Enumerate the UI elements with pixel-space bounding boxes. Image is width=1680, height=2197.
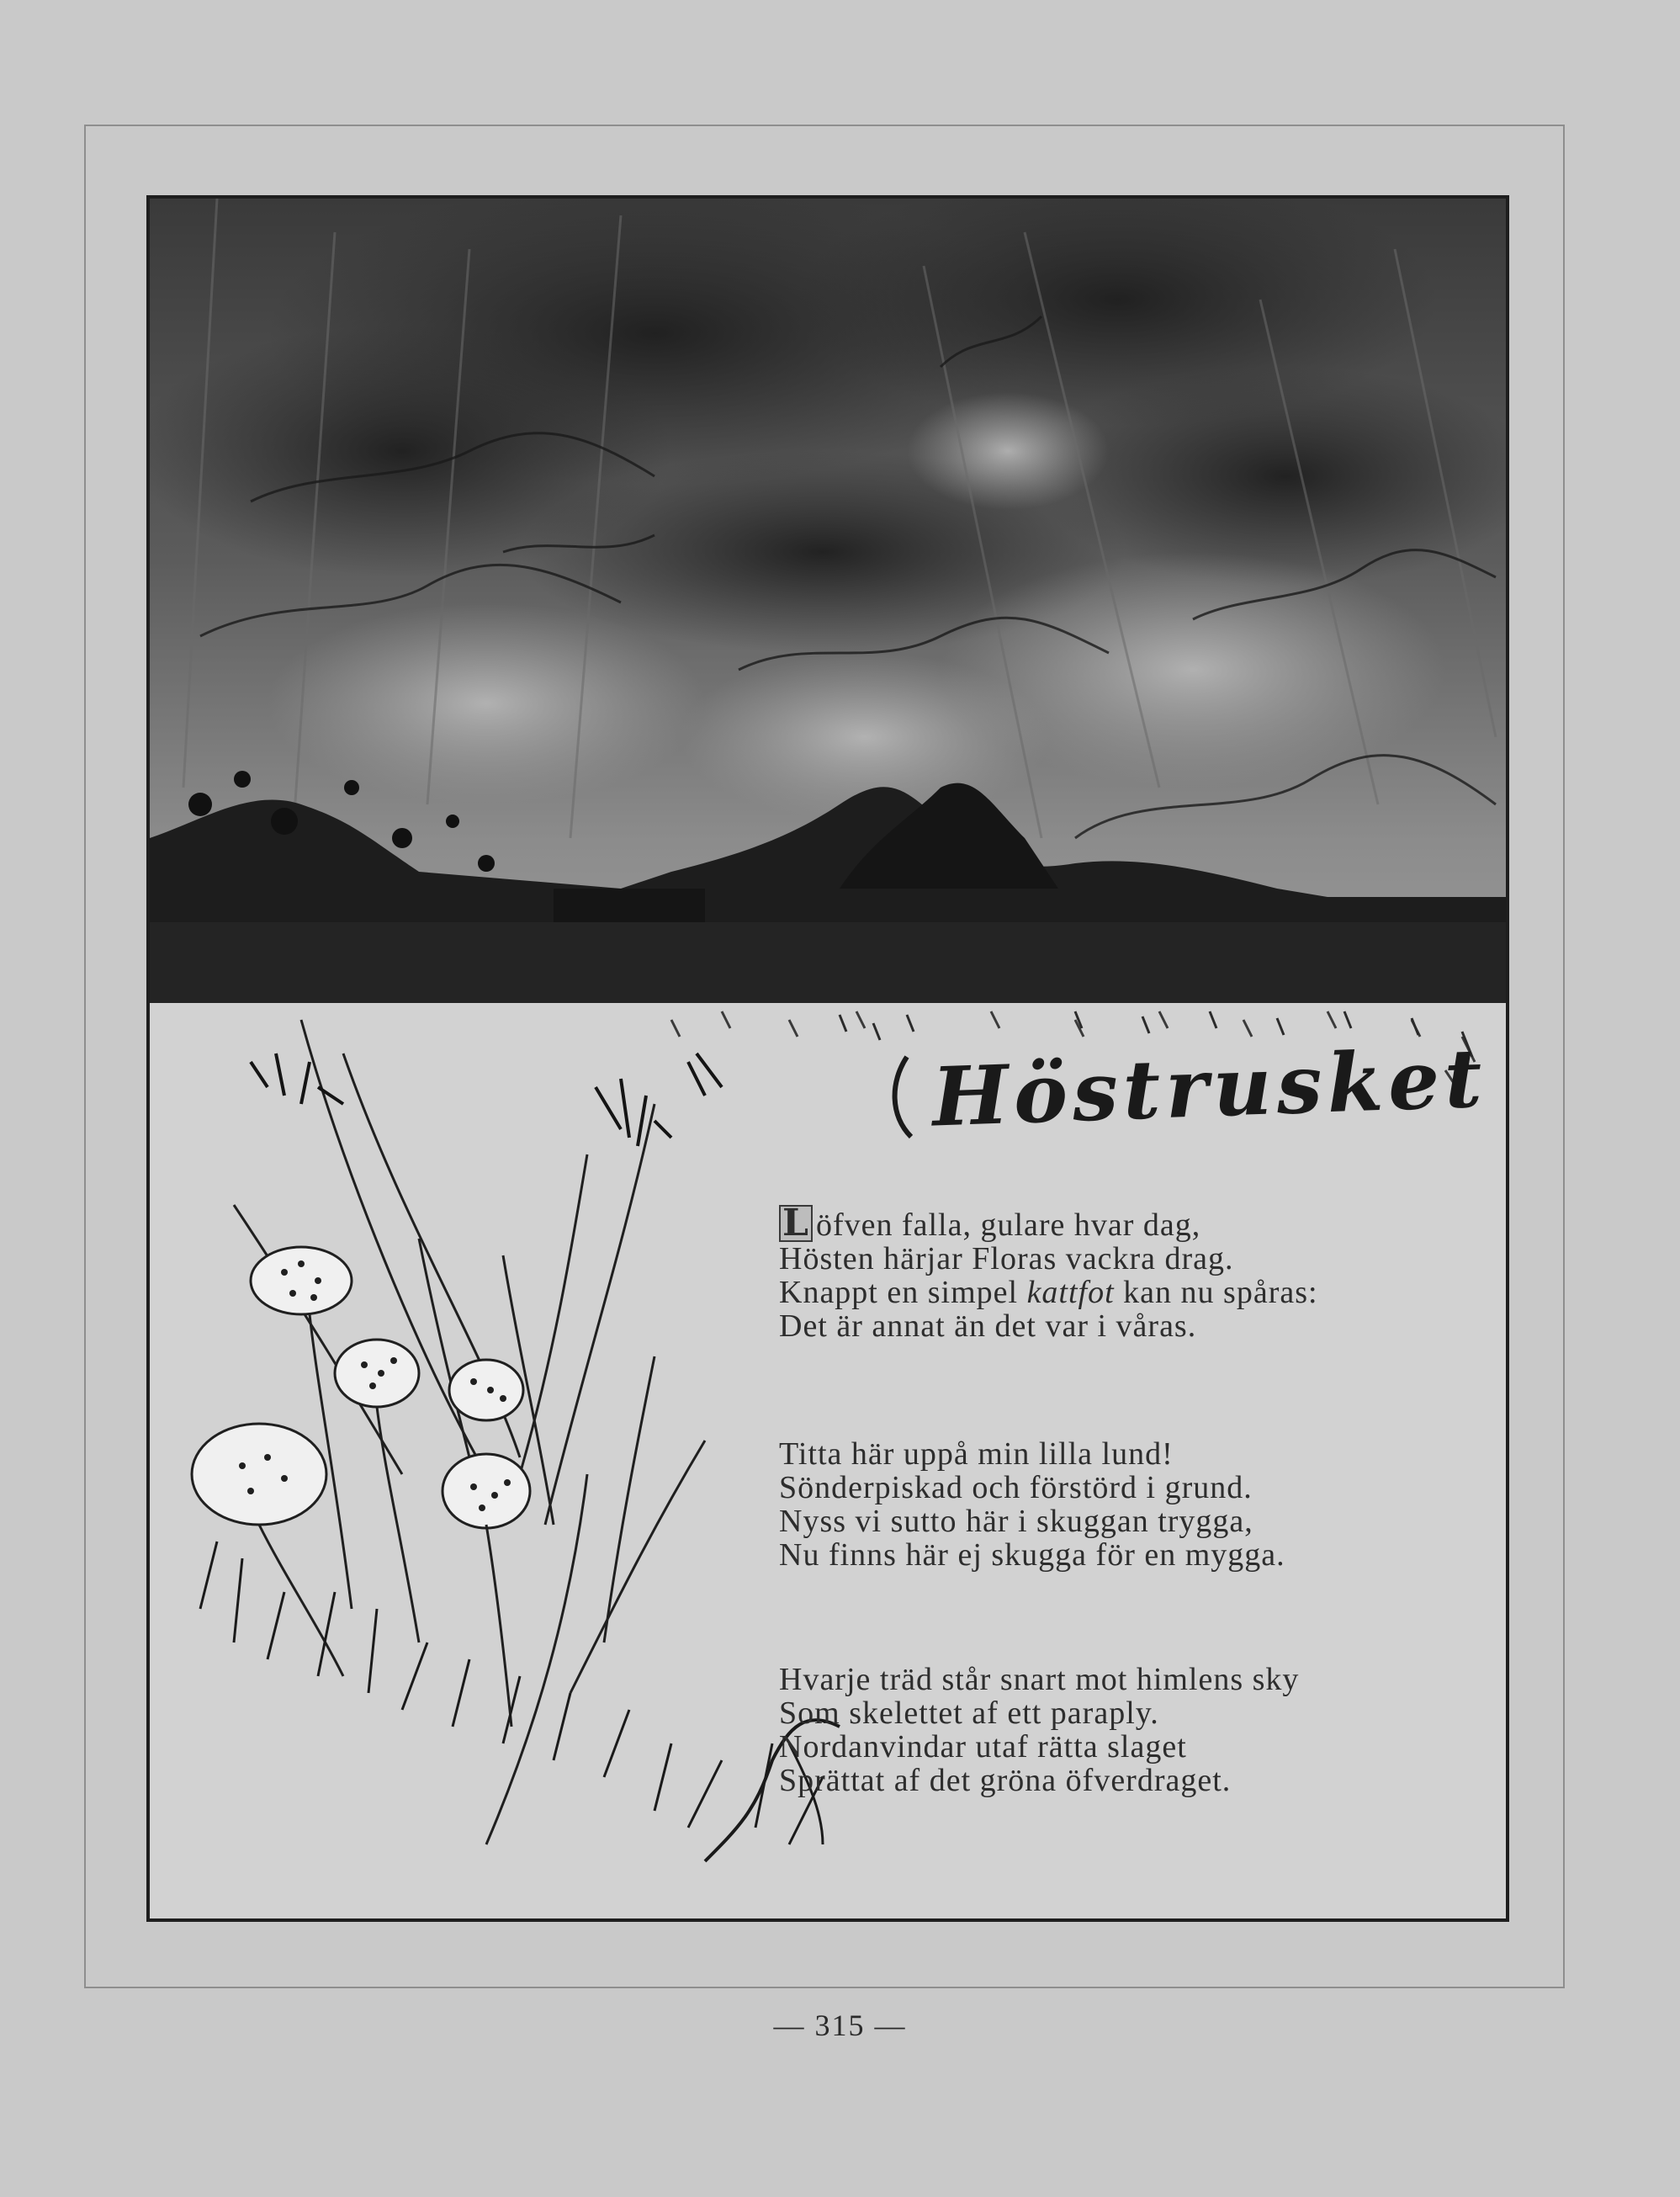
poem-line <box>779 1276 1452 1309</box>
poem-line: Det är annat än det var i våras. <box>779 1308 1197 1344</box>
poem-line: Nu finns här ej skugga för en mygga. <box>779 1537 1285 1573</box>
poem-line: Sönderpiskad och förstörd i grund. <box>779 1470 1253 1505</box>
poem-line: Nyss vi sutto här i skuggan trygga, <box>779 1504 1253 1539</box>
poem-line: Nordanvindar utaf rätta slaget <box>779 1729 1187 1764</box>
poem-line <box>779 1202 1452 1244</box>
poem-title: Höstrusket <box>930 1030 1489 1145</box>
poem-line-text: kan nu spåras: <box>1114 1275 1318 1310</box>
poem-line-text: öfven falla, gulare hvar dag, <box>815 1207 1201 1243</box>
poem-line: Hvarje träd står snart mot himlens sky <box>779 1662 1300 1697</box>
poem-line: Sprättat af det gröna öfverdraget. <box>779 1763 1232 1798</box>
poem-stanza-3 <box>779 1663 1452 1797</box>
title-area <box>739 1006 1496 1149</box>
page-number: — 315 — <box>773 2009 907 2042</box>
poem-italic-word: kattfot <box>1026 1275 1115 1310</box>
poem-stanza-2 <box>779 1437 1452 1572</box>
poem-stanza-1 <box>779 1202 1452 1344</box>
storm-sky-illustration <box>150 199 1506 1003</box>
poem-line-text: Knappt en simpel <box>779 1275 1027 1310</box>
poem-line: Titta här uppå min lilla lund! <box>779 1436 1174 1472</box>
poem-line: Som skelettet af ett paraply. <box>779 1696 1159 1731</box>
poem-line: Hösten härjar Floras vackra drag. <box>779 1241 1234 1276</box>
drop-cap: L <box>779 1205 813 1242</box>
